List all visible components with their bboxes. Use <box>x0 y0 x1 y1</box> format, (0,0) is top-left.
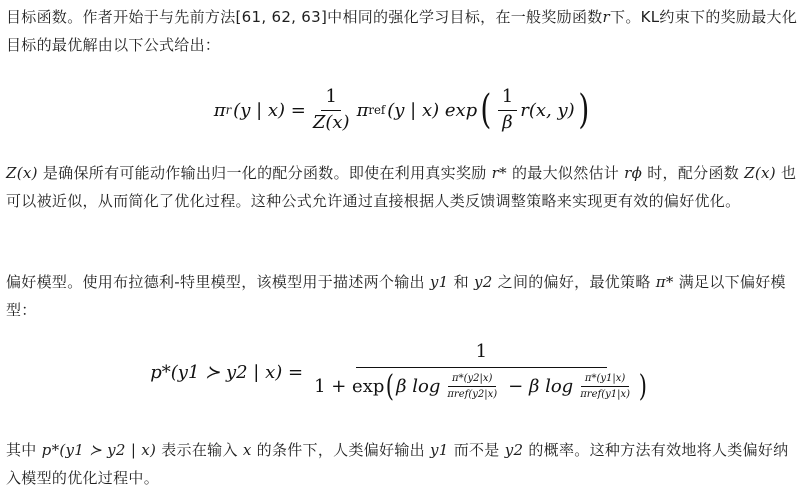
numerator: 1 <box>356 342 607 368</box>
paragraph-partition <box>6 159 800 215</box>
math: r <box>225 103 232 117</box>
math: − β log <box>508 375 574 397</box>
fraction <box>310 342 653 402</box>
text: 的条件下，人类偏好输出 <box>251 441 431 459</box>
text: 之间的偏好，最优策略 <box>492 273 656 291</box>
numerator: 1 <box>321 87 340 111</box>
math-y2: y2 <box>504 441 524 459</box>
denominator: πref(y2|x) <box>447 389 498 401</box>
math: p*(y1 ≻ y2 | x) = <box>150 361 304 383</box>
text: 满足以下偏好模型： <box>6 273 786 319</box>
paragraph-explanation <box>6 436 800 492</box>
paren: ) <box>638 368 647 404</box>
math-y1: y1 <box>430 441 449 459</box>
math: π <box>356 99 369 121</box>
math: p*(y1 ≻ y2 | x) <box>41 441 157 459</box>
paren: ) <box>577 87 589 133</box>
text: 表示在输入 <box>156 441 243 459</box>
fraction <box>498 87 517 133</box>
math-y2: y2 <box>473 273 493 291</box>
text: 的最大似然估计 <box>506 164 625 182</box>
text: 目标函数。作者开始于与先前方法[61, 62, 63]中相同的强化学习目标，在一般奖励函数 <box>6 8 603 26</box>
text: 而不是 <box>448 441 505 459</box>
denominator <box>310 368 653 402</box>
text: 其中 <box>6 441 42 459</box>
math-z: Z(x) <box>744 164 776 182</box>
math: (y | x) exp <box>387 99 478 121</box>
paragraph-preference-model <box>6 268 800 324</box>
text: 的概率。这种方法有效地将人类偏好纳入模型的优化过程中。 <box>6 441 789 487</box>
text: 是确保所有可能动作输出归一化的配分函数。即使在利用真实奖励 <box>37 164 492 182</box>
text: 偏好模型。使用布拉德利-特里模型，该模型用于描述两个输出 <box>6 273 430 291</box>
fraction <box>576 373 634 401</box>
math-r: r <box>602 8 611 26</box>
equation-optimal-policy <box>0 80 806 140</box>
denominator: Z(x) <box>312 111 350 133</box>
math-pi-star: π* <box>655 273 674 291</box>
math-r-phi: rϕ <box>624 164 643 182</box>
math: β log <box>396 375 441 397</box>
math-x: x <box>242 441 252 459</box>
denominator: πref(y1|x) <box>580 389 631 401</box>
math: r(x, y) <box>520 99 575 121</box>
math: π <box>213 99 226 121</box>
fraction <box>443 373 501 401</box>
equation-bradley-terry <box>0 336 806 408</box>
text: 和 <box>448 273 474 291</box>
fraction <box>309 87 354 133</box>
text: 也可以被近似，从而简化了优化过程。这种公式允许通过直接根据人类反馈调整策略来实现更有效的偏好优化。 <box>6 164 797 210</box>
text: 时，配分函数 <box>642 164 745 182</box>
math-z: Z(x) <box>6 164 38 182</box>
paren: ( <box>480 87 492 133</box>
math-y1: y1 <box>429 273 449 291</box>
math-r-star: r* <box>491 164 507 182</box>
numerator: π*(y2|x) <box>448 373 496 388</box>
numerator: π*(y1|x) <box>581 373 629 388</box>
paren: ( <box>386 368 395 404</box>
paragraph-objective <box>6 3 800 59</box>
math: 1 + exp <box>314 375 385 397</box>
numerator: 1 <box>498 87 517 111</box>
text: 下。KL约束下的奖励最大化目标的最优解由以下公式给出： <box>6 8 798 54</box>
math: (y | x) = <box>233 99 306 121</box>
math: ref <box>368 103 386 117</box>
denominator: β <box>502 111 513 133</box>
